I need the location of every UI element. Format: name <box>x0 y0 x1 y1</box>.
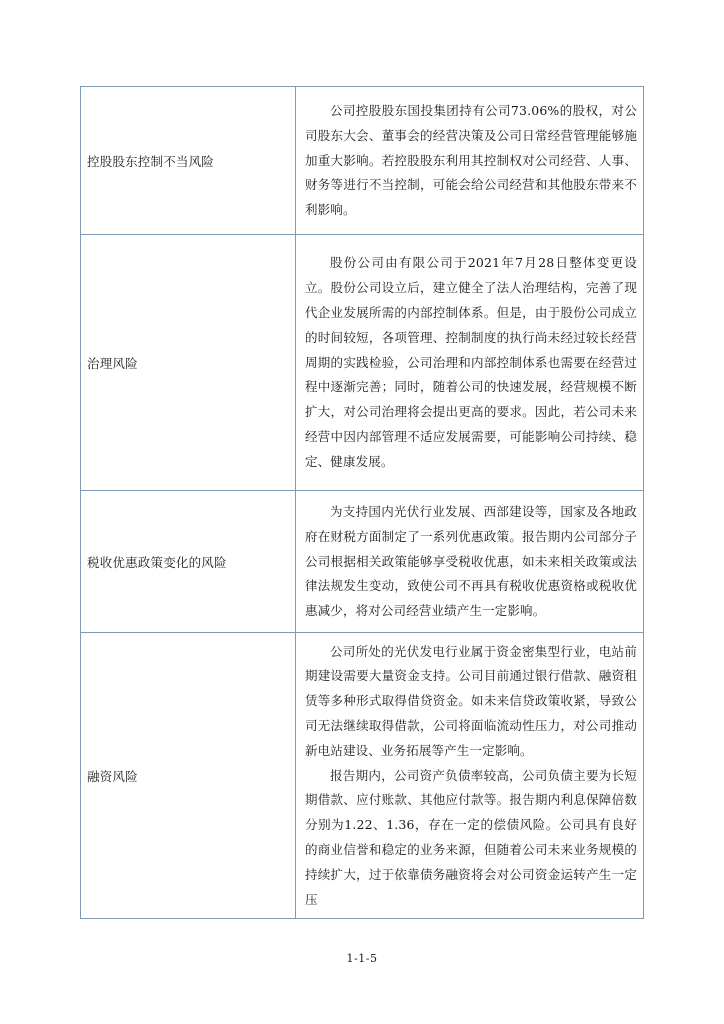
risk-name-cell: 治理风险 <box>81 235 296 491</box>
risk-description-paragraph: 为支持国内光伏行业发展、西部建设等，国家及各地政府在财税方面制定了一系列优惠政策。报告期内公司部分子公司根据相关政策能够享受税收优惠，如未来相关政策或法律法规发生变动，致使公司不再具有税收优惠资格或税收优惠减少，将对公司经营业绩产生一定影响。 <box>305 504 637 619</box>
risk-description-paragraph: 公司所处的光伏发电行业属于资金密集型行业，电站前期建设需要大量资金支持。公司目前通过银行借款、融资租赁等多种形式取得借贷资金。如未来信贷政策收紧，导致公司无法继续取得借款，公司将面临流动性压力，对公司推动新电站建设、业务拓展等产生一定影响。 <box>305 643 637 758</box>
page-number: 1-1-5 <box>346 952 378 965</box>
risk-description-cell <box>296 491 644 633</box>
table-row <box>81 633 644 919</box>
risk-name-cell: 融资风险 <box>81 633 296 919</box>
risk-table <box>80 86 644 919</box>
risk-description-paragraph: 股份公司由有限公司于2021年7月28日整体变更设立。股份公司设立后，建立健全了法人治理结构，完善了现代企业发展所需的内部控制体系。但是，由于股份公司成立的时间较短，各项管理、控制制度的执行尚未经过较长经营周期的实践检验，公司治理和内部控制体系也需要在经营过程中逐渐完善；同时，随着公司的快速发展，经营规模不断扩大，对公司治理将会提出更高的要求。因此，若公司未来经营中因内部管理不适应发展需要，可能影响公司持续、稳定、健康发展。 <box>305 255 637 469</box>
risk-name-cell: 税收优惠政策变化的风险 <box>81 491 296 633</box>
risk-description-paragraph: 报告期内，公司资产负债率较高，公司负债主要为长短期借款、应付账款、其他应付款等。报告期内利息保障倍数分别为1.22、1.36，存在一定的偿债风险。公司具有良好的商业信誉和稳定的业务来源，但随着公司未来业务规模的持续扩大，过于依靠债务融资将会对公司资金运转产生一定压 <box>305 767 637 907</box>
table-row <box>81 87 644 235</box>
risk-name-cell: 控股股东控制不当风险 <box>81 87 296 235</box>
risk-description-cell <box>296 633 644 919</box>
risk-description-cell <box>296 87 644 235</box>
table-row <box>81 235 644 491</box>
table-row <box>81 491 644 633</box>
risk-description-paragraph: 公司控股股东国投集团持有公司73.06%的股权，对公司股东大会、董事会的经营决策及公司日常经营管理能够施加重大影响。若控股股东利用其控制权对公司经营、人事、财务等进行不当控制，可能会给公司经营和其他股东带来不利影响。 <box>305 103 637 218</box>
risk-description-cell <box>296 235 644 491</box>
